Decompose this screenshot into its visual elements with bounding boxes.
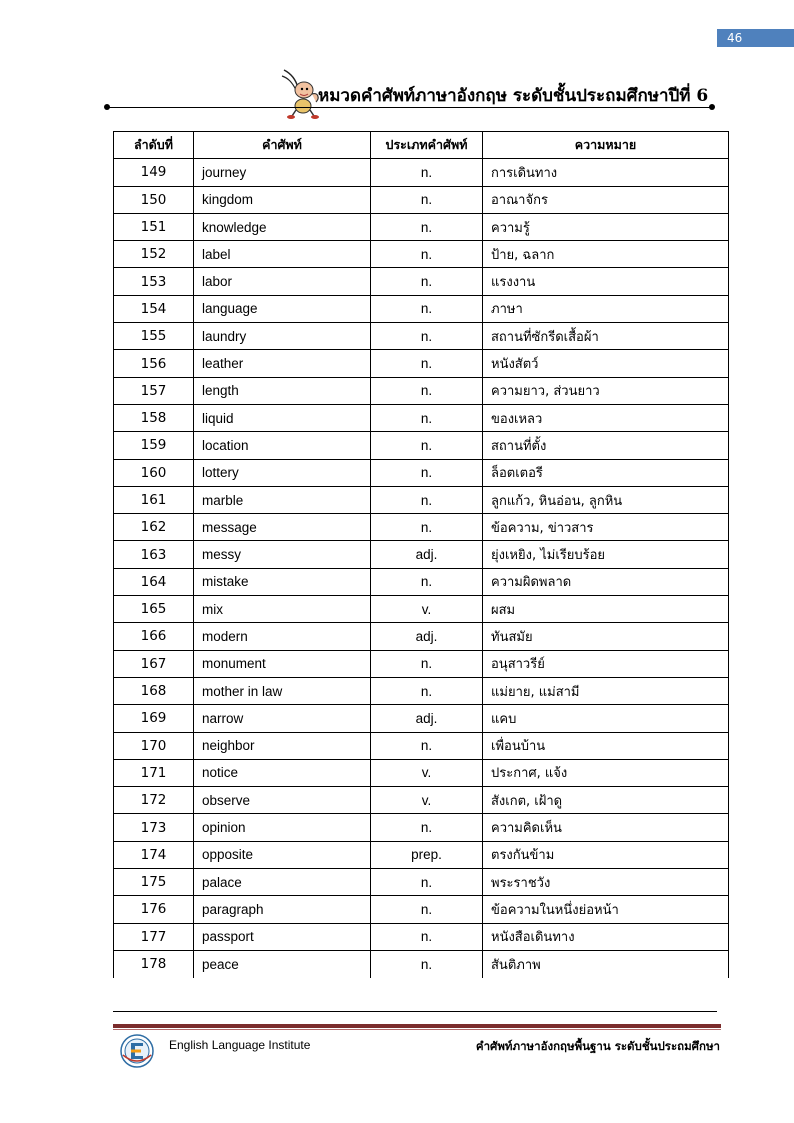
page-number: 46 [717,29,794,47]
cell-type: adj. [371,541,483,568]
column-header-meaning: ความหมาย [483,132,729,159]
table-row [114,186,729,213]
footer-rule [113,1024,721,1028]
cell-meaning: หนังสือเดินทาง [483,923,729,950]
table-row [114,350,729,377]
cell-word: marble [194,486,371,513]
cell-word: observe [194,787,371,814]
cell-type: adj. [371,623,483,650]
cell-type: n. [371,323,483,350]
cell-type: v. [371,596,483,623]
cell-meaning: สังเกต, เฝ้าดู [483,787,729,814]
cell-word: paragraph [194,896,371,923]
cell-meaning: ผสม [483,596,729,623]
header-rule-left-dot [104,104,110,110]
institute-logo-icon [117,1033,157,1069]
cell-word: mix [194,596,371,623]
cell-meaning: ความผิดพลาด [483,568,729,595]
cell-type: n. [371,404,483,431]
cell-number: 171 [114,759,194,786]
cell-meaning: การเดินทาง [483,159,729,186]
cell-number: 167 [114,650,194,677]
table-row [114,923,729,950]
cell-number: 165 [114,596,194,623]
cell-word: mistake [194,568,371,595]
header-rule [107,107,712,108]
table-row [114,404,729,431]
cell-type: n. [371,432,483,459]
cell-word: liquid [194,404,371,431]
table-row [114,268,729,295]
cell-word: narrow [194,705,371,732]
cell-type: n. [371,295,483,322]
cell-type: n. [371,241,483,268]
table-row [114,841,729,868]
vocabulary-table [113,131,729,978]
cell-type: n. [371,350,483,377]
footer-document-title: คำศัพท์ภาษาอังกฤษพื้นฐาน ระดับชั้นประถมศึกษา [475,1039,720,1053]
cell-meaning: ล็อตเตอรี [483,459,729,486]
table-row [114,623,729,650]
table-row [114,377,729,404]
cell-meaning: เพื่อนบ้าน [483,732,729,759]
cell-number: 175 [114,869,194,896]
cell-number: 178 [114,950,194,977]
table-row [114,459,729,486]
cell-word: notice [194,759,371,786]
cell-type: n. [371,159,483,186]
cell-word: opinion [194,814,371,841]
cell-type: n. [371,486,483,513]
cell-word: knowledge [194,213,371,240]
cell-number: 176 [114,896,194,923]
cell-word: leather [194,350,371,377]
cell-number: 157 [114,377,194,404]
table-body [114,159,729,978]
cell-word: lottery [194,459,371,486]
cell-type: n. [371,814,483,841]
cell-word: journey [194,159,371,186]
cell-number: 162 [114,514,194,541]
cell-meaning: ยุ่งเหยิง, ไม่เรียบร้อย [483,541,729,568]
cell-meaning: ข้อความ, ข่าวสาร [483,514,729,541]
cell-meaning: แม่ยาย, แม่สามี [483,677,729,704]
table-row [114,596,729,623]
cell-type: n. [371,186,483,213]
cell-number: 151 [114,213,194,240]
cell-meaning: ของเหลว [483,404,729,431]
cell-number: 173 [114,814,194,841]
cell-word: messy [194,541,371,568]
column-header-number: ลำดับที่ [114,132,194,159]
cell-number: 149 [114,159,194,186]
cell-number: 168 [114,677,194,704]
cell-meaning: ป้าย, ฉลาก [483,241,729,268]
cell-word: kingdom [194,186,371,213]
cell-type: v. [371,759,483,786]
cell-number: 153 [114,268,194,295]
cell-type: n. [371,869,483,896]
cell-type: n. [371,677,483,704]
cell-number: 150 [114,186,194,213]
cell-number: 152 [114,241,194,268]
table-row [114,568,729,595]
column-header-type: ประเภทคำศัพท์ [371,132,483,159]
table-row [114,814,729,841]
cell-meaning: ตรงกันข้าม [483,841,729,868]
cell-meaning: พระราชวัง [483,869,729,896]
cell-type: n. [371,650,483,677]
cell-word: palace [194,869,371,896]
cell-number: 164 [114,568,194,595]
cell-type: n. [371,268,483,295]
table-row [114,486,729,513]
table-row [114,514,729,541]
cell-word: mother in law [194,677,371,704]
cell-type: prep. [371,841,483,868]
footer-institute-name: English Language Institute [169,1038,311,1052]
table-row [114,732,729,759]
cell-number: 169 [114,705,194,732]
cell-type: n. [371,732,483,759]
cell-word: label [194,241,371,268]
cell-word: monument [194,650,371,677]
cell-type: n. [371,459,483,486]
cell-number: 177 [114,923,194,950]
cell-meaning: ภาษา [483,295,729,322]
table-row [114,650,729,677]
cell-type: adj. [371,705,483,732]
table-row [114,950,729,977]
cell-number: 163 [114,541,194,568]
cell-number: 159 [114,432,194,459]
cell-word: peace [194,950,371,977]
table-row [114,323,729,350]
cell-word: passport [194,923,371,950]
table-bottom-border [113,1011,717,1012]
cell-number: 155 [114,323,194,350]
table-row [114,295,729,322]
cell-type: n. [371,514,483,541]
cell-type: n. [371,950,483,977]
table-row [114,541,729,568]
cell-meaning: แคบ [483,705,729,732]
cell-type: v. [371,787,483,814]
cell-word: language [194,295,371,322]
cell-word: length [194,377,371,404]
column-header-word: คำศัพท์ [194,132,371,159]
cell-type: n. [371,923,483,950]
cell-number: 174 [114,841,194,868]
cell-word: message [194,514,371,541]
cell-meaning: ความรู้ [483,213,729,240]
table-row [114,896,729,923]
cell-meaning: ความคิดเห็น [483,814,729,841]
cell-word: neighbor [194,732,371,759]
cell-meaning: หนังสัตว์ [483,350,729,377]
table-row [114,241,729,268]
cell-meaning: แรงงาน [483,268,729,295]
header-rule-right-dot [709,104,715,110]
cell-number: 158 [114,404,194,431]
cell-number: 160 [114,459,194,486]
cell-word: modern [194,623,371,650]
table-row [114,213,729,240]
cell-meaning: อาณาจักร [483,186,729,213]
cell-type: n. [371,213,483,240]
cell-number: 172 [114,787,194,814]
cell-meaning: สันติภาพ [483,950,729,977]
cell-word: opposite [194,841,371,868]
table-header-row [114,132,729,159]
table-row [114,677,729,704]
table-row [114,869,729,896]
cell-word: location [194,432,371,459]
table-row [114,759,729,786]
table-row [114,787,729,814]
cell-word: labor [194,268,371,295]
cell-number: 161 [114,486,194,513]
cell-meaning: สถานที่ซักรีดเสื้อผ้า [483,323,729,350]
table-row [114,159,729,186]
cell-meaning: ทันสมัย [483,623,729,650]
page-header-title: หมวดคำศัพท์ภาษาอังกฤษ ระดับชั้นประถมศึกษาปีที่ 6 [318,86,709,106]
cell-type: n. [371,896,483,923]
cell-word: laundry [194,323,371,350]
cell-meaning: ประกาศ, แจ้ง [483,759,729,786]
cell-type: n. [371,377,483,404]
cell-meaning: อนุสาวรีย์ [483,650,729,677]
table-row [114,432,729,459]
cell-type: n. [371,568,483,595]
cell-number: 170 [114,732,194,759]
cell-meaning: ลูกแก้ว, หินอ่อน, ลูกหิน [483,486,729,513]
cell-number: 156 [114,350,194,377]
cell-meaning: สถานที่ตั้ง [483,432,729,459]
cell-meaning: ข้อความในหนึ่งย่อหน้า [483,896,729,923]
footer-rule-thin [113,1029,721,1030]
cell-number: 166 [114,623,194,650]
cell-meaning: ความยาว, ส่วนยาว [483,377,729,404]
table-row [114,705,729,732]
cell-number: 154 [114,295,194,322]
